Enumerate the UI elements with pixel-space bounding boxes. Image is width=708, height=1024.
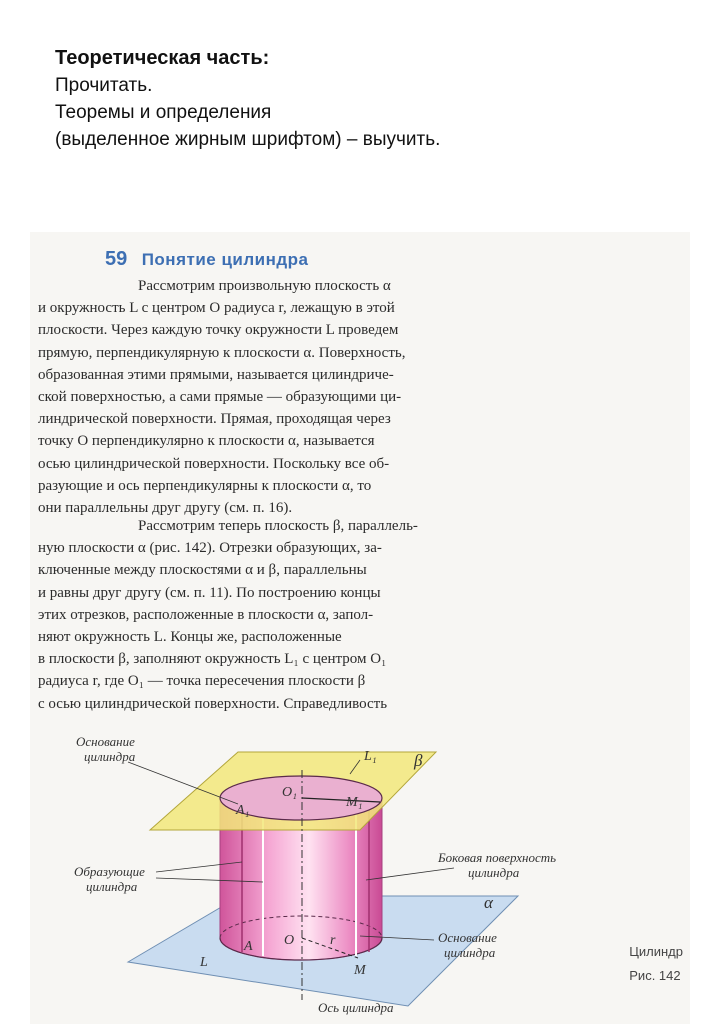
label-A1: A₁ [236, 803, 250, 818]
header [55, 44, 675, 153]
section-title: Понятие цилиндра [141, 250, 309, 269]
label-r: r [330, 933, 336, 948]
section-heading [105, 248, 309, 271]
label-line: цилиндра [86, 879, 138, 894]
text-line: ской поверхностью, а сами прямые — образующими ци- [38, 389, 402, 406]
label-base-bottom [438, 930, 497, 945]
label-line: Образующие [74, 864, 145, 879]
header-line: Прочитать. [55, 75, 153, 96]
header-line: (выделенное жирным шрифтом) – выучить. [55, 129, 441, 150]
text-line: в плоскости β, заполняют окружность L₁ с центром O₁ [38, 651, 387, 668]
label-base-top [76, 734, 135, 749]
header-title: Теоретическая часть: [55, 47, 270, 69]
paragraph-2 [38, 515, 568, 715]
label-line: Основание [76, 734, 135, 749]
text-line: образованная этими прямыми, называется цилиндриче- [38, 366, 394, 383]
text-line: разующие и ось перпендикулярны к плоскости α, то [38, 477, 372, 494]
text-line: прямую, перпендикулярную к плоскости α. Поверхность, [38, 344, 406, 361]
text-line: ключенные между плоскостями α и β, параллельны [38, 562, 367, 579]
label-O: O [284, 933, 295, 948]
text-line: осью цилиндрической поверхности. Поскольку все об- [38, 455, 390, 472]
label-M: M [354, 963, 366, 978]
label-lateral [468, 865, 520, 880]
label-line: цилиндра [444, 945, 496, 960]
text-line: ную плоскости α (рис. 142). Отрезки образующих, за- [38, 540, 382, 557]
label-base-top [84, 749, 136, 764]
label-axis: Ось цилиндра [318, 1000, 394, 1015]
text-line: этих отрезков, расположенные в плоскости α, запол- [38, 606, 374, 623]
caption-name: Цилиндр [629, 944, 683, 959]
label-base-bottom [444, 945, 496, 960]
label-O1: O₁ [282, 785, 297, 800]
text-line: они параллельны друг другу (см. п. 16). [38, 500, 293, 517]
label-beta: β [414, 751, 423, 770]
label-L: L [200, 955, 208, 970]
section-number: 59 [105, 248, 128, 270]
label-L1: L₁ [364, 749, 377, 764]
text-line: радиуса r, где O₁ — точка пересечения плоскости β [38, 673, 366, 690]
text-line: плоскости. Через каждую точку окружности L проведем [38, 322, 399, 339]
label-line: Боковая поверхность [438, 850, 557, 865]
text-line: няют окружность L. Концы же, расположенные [38, 629, 342, 646]
label-M1: M₁ [346, 795, 363, 810]
label-generators [86, 879, 138, 894]
text-line: и равны друг другу (см. п. 11). По построению концы [38, 584, 381, 601]
paragraph-1 [38, 275, 568, 519]
text-line: Рассмотрим теперь плоскость β, параллель- [138, 518, 418, 534]
header-line: Теоремы и определения [55, 102, 272, 123]
text-line: и окружность L с центром O радиуса r, лежащую в этой [38, 300, 395, 317]
label-A: A [244, 939, 253, 954]
figure-caption [629, 940, 683, 988]
text-line: Рассмотрим произвольную плоскость α [138, 278, 391, 294]
cylinder-figure [68, 730, 588, 1022]
caption-number: Рис. 142 [629, 968, 681, 983]
label-lateral [437, 850, 556, 865]
label-line: цилиндра [84, 749, 136, 764]
text-line: линдрической поверхности. Прямая, проходящая через [38, 411, 391, 428]
label-alpha: α [484, 893, 493, 912]
label-line: цилиндра [468, 865, 520, 880]
text-line: с осью цилиндрической поверхности. Справедливость [38, 695, 388, 712]
text-line: точку O перпендикулярно к плоскости α, называется [38, 433, 375, 450]
label-generators [74, 864, 145, 879]
label-line: Основание [438, 930, 497, 945]
